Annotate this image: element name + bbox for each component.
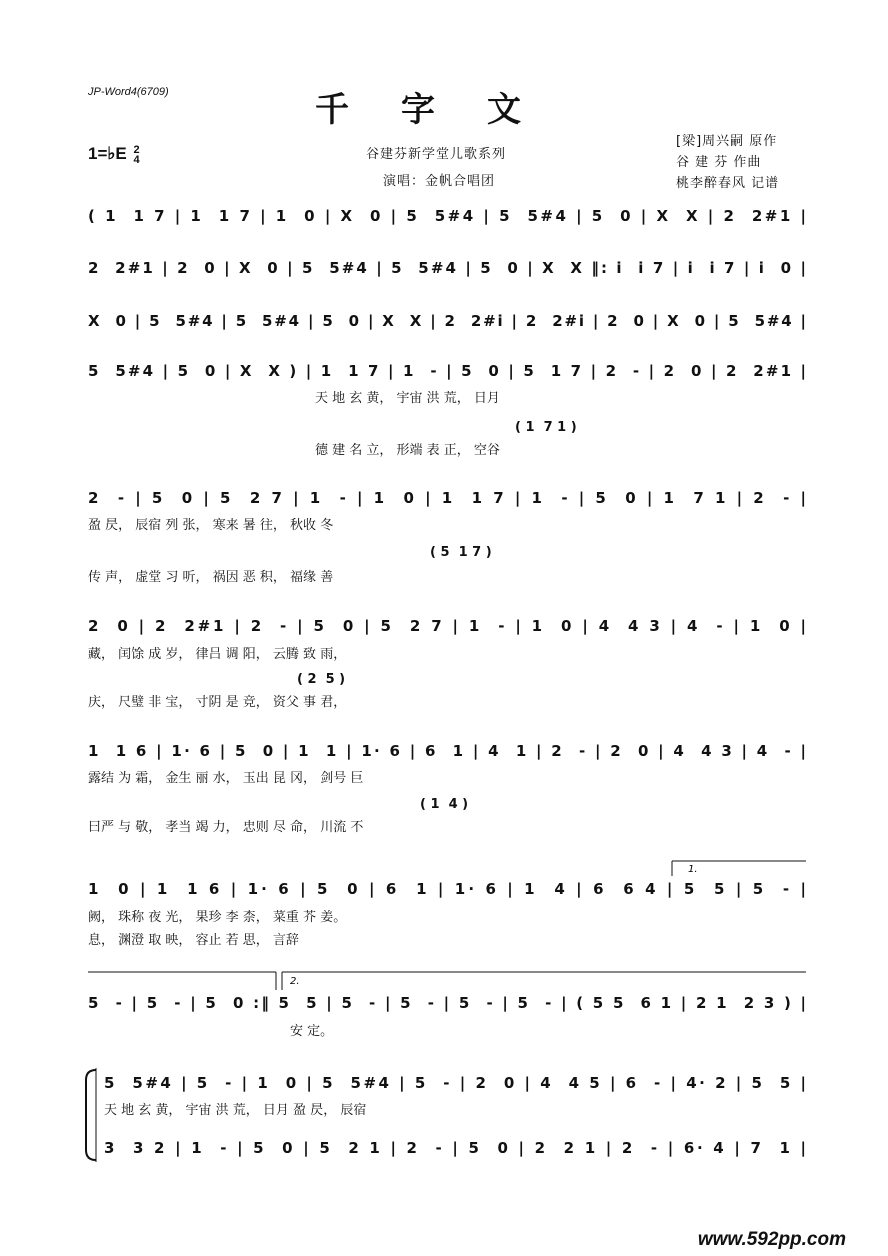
alt-notes: ( 5 1 7 ) (430, 545, 492, 560)
system-1 (88, 207, 806, 226)
lyric-verse-1: 阙， 珠称 夜 光， 果珍 李 柰， 菜重 芥 姜。 (88, 910, 347, 925)
notes-line: X 0 | 5 5#4 | 5 5#4 | 5 0 | X X | 2 2#i | 2 2#i | 2 0 | X 0 | 5 5#4 | (88, 312, 806, 330)
time-bottom: 4 (133, 153, 140, 166)
alt-notes: ( 1 4 ) (420, 797, 469, 812)
alt-notes: ( 1 7 1 ) (515, 420, 577, 435)
alt-notes: ( 2 5 ) (297, 672, 346, 687)
song-title: 千字文 (315, 90, 573, 130)
notes-line: 1 0 | 1 1 6 | 1· 6 | 5 0 | 6 1 | 1· 6 | 1 4 | 6 6 4 | 5 5 | 5 - | (88, 880, 806, 898)
notes-line: 5 5#4 | 5 0 | X X ) | 1 1 7 | 1 - | 5 0 | 5 1 7 | 2 - | 2 0 | 2 2#1 | (88, 362, 806, 380)
brace (86, 1070, 96, 1160)
lyric-verse-2: 传 声， 虚堂 习 听， 祸因 恶 积， 福缘 善 (88, 570, 334, 585)
lyric-upper: 天 地 玄 黄， 宇宙 洪 荒， 日月 盈 昃， 辰宿 (104, 1103, 367, 1118)
notes-line: 2 0 | 2 2#1 | 2 - | 5 0 | 5 2 7 | 1 - | 1 0 | 4 4 3 | 4 - | 1 0 | (88, 617, 807, 635)
notes-line: 5 - | 5 - | 5 0 :‖ 5 5 | 5 - | 5 - | 5 - | 5 - | ( 5 5 6 1 | 2 1 2 3 ) | (88, 994, 807, 1012)
notes-upper: 5 5#4 | 5 - | 1 0 | 5 5#4 | 5 - | 2 0 | 4 4 5 | 6 - | 4· 2 | 5 5 | (104, 1074, 806, 1092)
notes-line: 2 2#1 | 2 0 | X 0 | 5 5#4 | 5 5#4 | 5 0 | X X ‖: i i 7 | i i 7 | i 0 | (88, 259, 806, 277)
notes-line: 2 - | 5 0 | 5 2 7 | 1 - | 1 0 | 1 1 7 | 1 - | 5 0 | 1 7 1 | 2 - | (88, 489, 806, 507)
key-text: 1=♭E (88, 144, 127, 163)
volta-label: 1. (688, 864, 698, 875)
notes-line: 1 1 6 | 1· 6 | 5 0 | 1 1 | 1· 6 | 6 1 | 4 1 | 2 - | 2 0 | 4 4 3 | 4 - | (88, 742, 806, 760)
system-5 (88, 489, 806, 585)
credit-lyricist: [梁]周兴嗣 原作 (676, 134, 778, 149)
system-3 (88, 312, 806, 331)
lyric-verse-1: 盈 昃， 辰宿 列 张， 寒来 暑 往， 秋收 冬 (88, 518, 334, 533)
lyric-verse-2: 庆， 尺璧 非 宝， 寸阴 是 竞， 资父 事 君， (88, 695, 347, 710)
lyric-verse-1: 露结 为 霜， 金生 丽 水， 玉出 昆 冈， 剑号 巨 (88, 771, 364, 786)
version-label: JP-Word4(6709) (88, 86, 169, 98)
system-10 (86, 1068, 806, 1162)
credit-transcriber: 桃李醉春风 记谱 (676, 176, 780, 191)
lyric-verse-2: 息， 渊澄 取 映， 容止 若 思， 言辞 (88, 933, 299, 948)
lyric-verse-2: 德 建 名 立， 形端 表 正， 空谷 (315, 443, 500, 458)
system-6 (88, 617, 806, 710)
lyric-verse-1: 天 地 玄 黄， 宇宙 洪 荒， 日月 (315, 391, 500, 406)
lyric-verse-1: 藏， 闰馀 成 岁， 律吕 调 阳， 云腾 致 雨， (88, 647, 347, 662)
lyric-verse-2: 曰严 与 敬， 孝当 竭 力， 忠则 尽 命， 川流 不 (88, 820, 364, 835)
credit-composer: 谷 建 芬 作曲 (676, 155, 762, 170)
lyric-verse-1: 安 定。 (290, 1024, 334, 1039)
system-8 (88, 861, 806, 948)
performer-label: 演唱：金帆合唱团 (383, 174, 496, 189)
notes-lower: 3 3 2 | 1 - | 5 0 | 5 2 1 | 2 - | 5 0 | 2 2 1 | 2 - | 6· 4 | 7 1 | (104, 1139, 807, 1157)
series-label: 谷建芬新学堂儿歌系列 (366, 147, 507, 162)
volta-label: 2. (290, 976, 300, 987)
system-7 (88, 742, 806, 835)
site-watermark: www.592pp.com (697, 1229, 846, 1250)
system-2 (88, 259, 806, 278)
notes-line: ( 1 1 7 | 1 1 7 | 1 0 | X 0 | 5 5#4 | 5 5#4 | 5 0 | X X | 2 2#1 | (88, 207, 807, 225)
system-9 (88, 972, 806, 1039)
system-4 (88, 362, 806, 458)
time-top: 2 (133, 143, 140, 156)
